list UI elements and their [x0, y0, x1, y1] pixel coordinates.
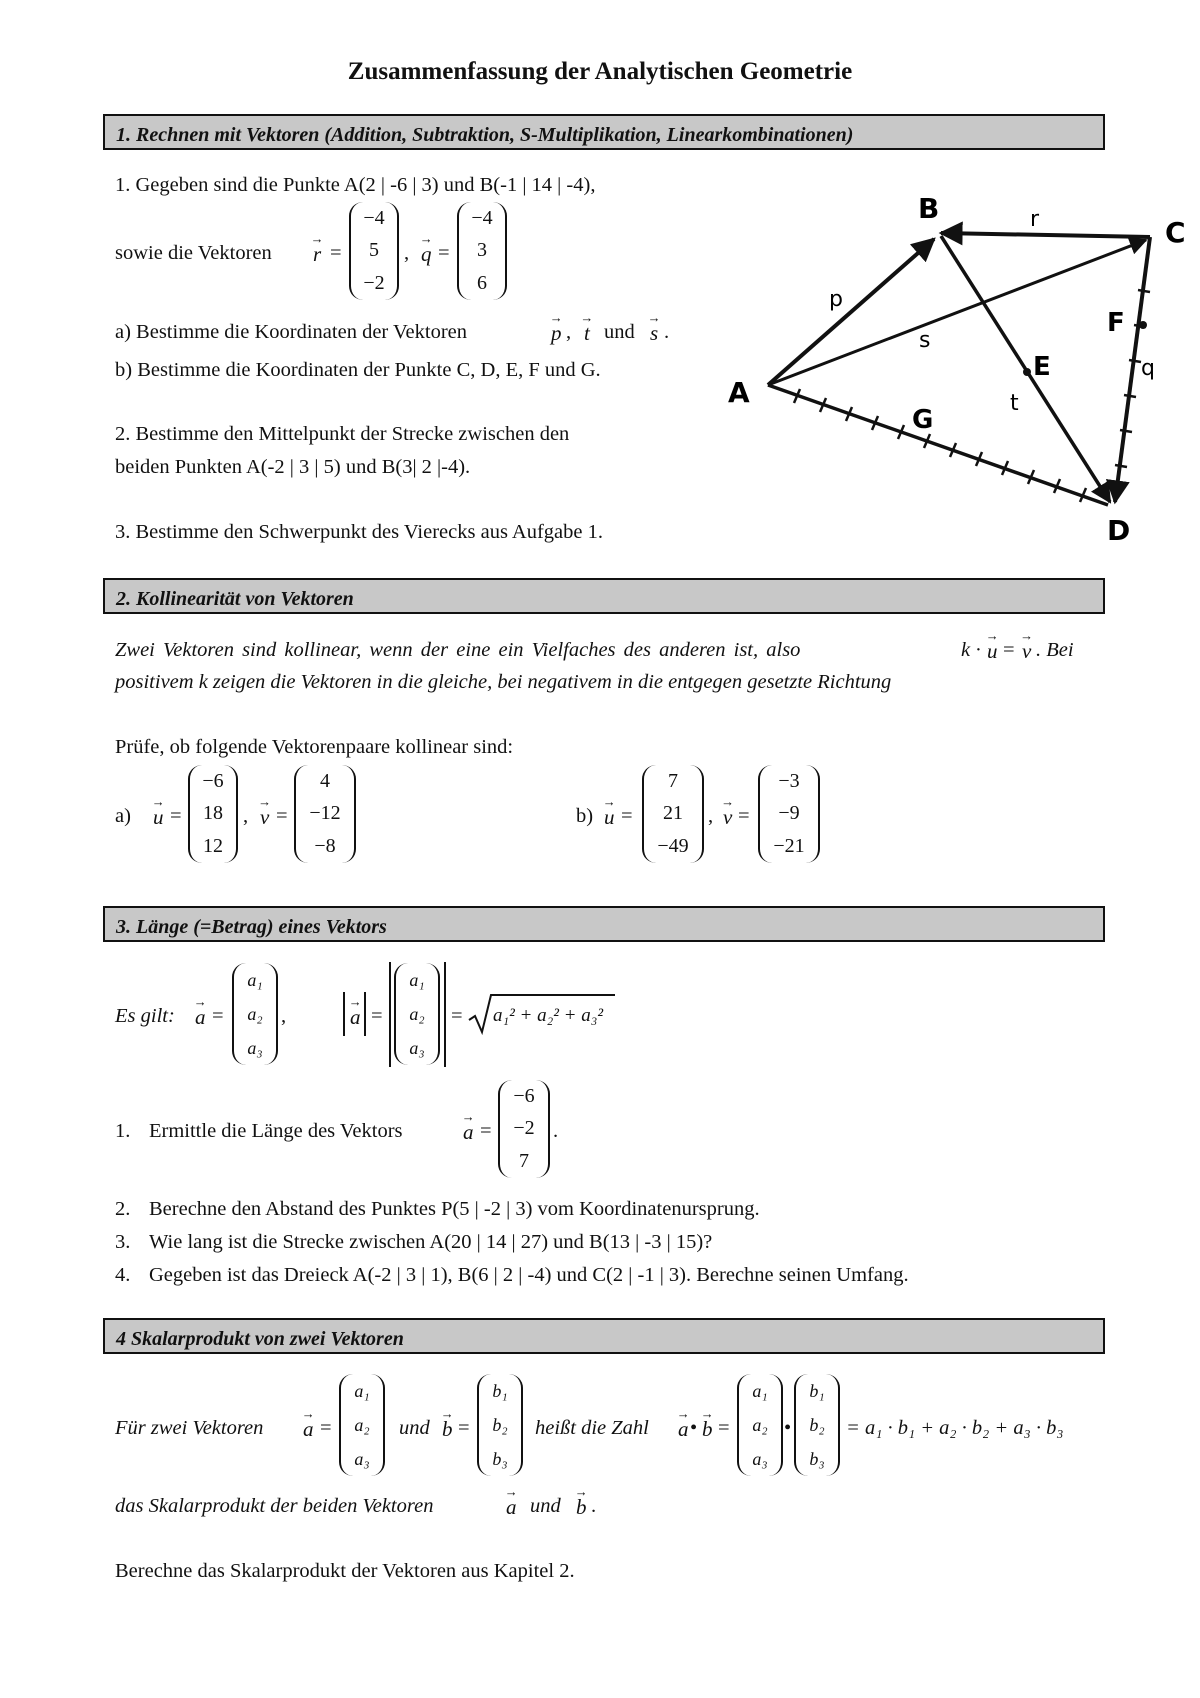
- label-a: a): [115, 805, 131, 827]
- task-a-text: a) Bestimme die Koordinaten der Vektoren: [115, 321, 468, 343]
- skalarprodukt-line: das Skalarprodukt der beiden Vektoren: [115, 1495, 434, 1517]
- fuer-zwei-vektoren: Für zwei Vektoren: [115, 1417, 264, 1439]
- vector-p-symbol: → p: [551, 321, 562, 346]
- comma: ,: [404, 242, 410, 264]
- equals: =: [458, 1417, 470, 1439]
- vector-u-a-matrix: [188, 765, 238, 863]
- matrix-cell: −6: [202, 769, 224, 792]
- def-k: k: [961, 639, 971, 661]
- matrix-cell: −49: [657, 835, 689, 858]
- task3-number: 3.: [115, 1231, 131, 1253]
- vector-r-x: −4: [363, 206, 385, 229]
- label-a: A: [728, 376, 750, 409]
- vector-v-symbol: → v: [723, 805, 732, 830]
- label-vector-t: t: [1010, 391, 1019, 416]
- vector-a-symbol: → a: [506, 1495, 517, 1520]
- label-vector-q: q: [1141, 356, 1155, 381]
- definition-line2: positivem k zeigen die Vektoren in die gleiche, bei negativem in die entgegen gesetzte Richtung: [115, 671, 892, 693]
- vector-r-z: −2: [363, 272, 385, 295]
- label-d: D: [1107, 514, 1131, 547]
- def-u: → u: [987, 639, 998, 664]
- point-f-dot: [1139, 321, 1147, 329]
- matrix-cell: a₃: [247, 1037, 263, 1058]
- equals: =: [276, 805, 288, 827]
- vector-q-y: 3: [477, 239, 487, 262]
- point-e-dot: [1023, 368, 1031, 376]
- label-vector-p: p: [829, 287, 843, 312]
- section-header-laenge: [103, 906, 1105, 942]
- matrix-cell: −8: [314, 835, 336, 858]
- matrix-cell: a₁: [354, 1380, 370, 1401]
- vector-q-matrix: [457, 202, 507, 300]
- vector-b-matrix: [477, 1374, 523, 1476]
- vector-q-symbol: → q: [421, 242, 432, 267]
- vector-a-matrix-2: [737, 1374, 783, 1476]
- task3-text: 3. Bestimme den Schwerpunkt des Vierecks aus Aufgabe 1.: [115, 521, 604, 543]
- vector-a-abs-matrix: [394, 963, 440, 1065]
- matrix-cell: b₂: [492, 1414, 508, 1435]
- vector-u-b-matrix: [642, 765, 704, 863]
- section-title: 3. Länge (=Betrag) eines Vektors: [116, 916, 387, 938]
- matrix-cell: 12: [203, 835, 223, 858]
- def-eq: =: [1003, 639, 1015, 661]
- label-g: G: [912, 405, 934, 435]
- period: .: [553, 1120, 559, 1142]
- comma: ,: [281, 1005, 287, 1027]
- vector-a-symbol: → a: [303, 1417, 314, 1442]
- def-v: → v: [1022, 639, 1031, 664]
- vector-q-z: 6: [477, 272, 487, 295]
- vector-a-general-matrix: [232, 963, 278, 1065]
- label-b: b): [576, 805, 594, 827]
- section-title: 2. Kollinearität von Vektoren: [116, 588, 354, 610]
- vector-a-task-matrix: [498, 1080, 550, 1178]
- matrix-cell: −12: [309, 802, 341, 825]
- label-vector-r: r: [1030, 207, 1040, 232]
- matrix-cell: −6: [513, 1084, 535, 1107]
- vector-a-symbol: → a: [463, 1120, 474, 1145]
- und-word: und: [530, 1495, 561, 1517]
- vector-r-matrix: [349, 202, 399, 300]
- vector-a-symbol: → a: [350, 1005, 361, 1030]
- def-dot: ·: [975, 639, 982, 661]
- vector-v-symbol: → v: [260, 805, 269, 830]
- task1-text: Ermittle die Länge des Vektors: [149, 1120, 403, 1142]
- matrix-cell: a₃: [409, 1037, 425, 1058]
- matrix-cell: a₁: [247, 969, 263, 990]
- dot-operator: •: [784, 1417, 792, 1439]
- abs-bar-left: [343, 992, 345, 1036]
- matrix-cell: 18: [203, 802, 223, 825]
- equals: =: [738, 805, 750, 827]
- matrix-cell: b₁: [809, 1380, 825, 1401]
- scalar-product-result: = a₁ · b₁ + a₂ · b₂ + a₃ · b₃: [846, 1417, 1064, 1439]
- vector-b-matrix-2: [794, 1374, 840, 1476]
- task1-text: 1. Gegeben sind die Punkte A(2 | -6 | 3) und B(-1 | 14 | -4),: [115, 174, 596, 196]
- vector-a-symbol: → a: [195, 1005, 206, 1030]
- comma: ,: [708, 805, 714, 827]
- label-f: F: [1107, 308, 1125, 338]
- abs-bar-left-outer: [389, 962, 391, 1067]
- vector-a-symbol: → a: [678, 1417, 689, 1442]
- task2-number: 2.: [115, 1198, 131, 1220]
- vector-a-matrix: [339, 1374, 385, 1476]
- vector-r-symbol: → r: [313, 242, 321, 267]
- matrix-cell: −2: [513, 1117, 535, 1140]
- equals: =: [330, 242, 342, 264]
- dot-operator: •: [690, 1417, 698, 1439]
- vector-r-y: 5: [369, 239, 379, 262]
- vectors-lead: sowie die Vektoren: [115, 242, 272, 264]
- task1-number: 1.: [115, 1120, 131, 1142]
- label-c: C: [1165, 216, 1186, 249]
- section-header-skalarprodukt: [103, 1318, 1105, 1354]
- task3-text: Wie lang ist die Strecke zwischen A(20 | 14 | 27) und B(13 | -3 | 15)?: [149, 1231, 713, 1253]
- matrix-cell: a₁: [752, 1380, 768, 1401]
- equals: =: [212, 1005, 224, 1027]
- task2-text: Berechne den Abstand des Punktes P(5 | -2 | 3) vom Koordinatenursprung.: [149, 1198, 760, 1220]
- matrix-cell: 7: [668, 769, 678, 792]
- scalar-task: Berechne das Skalarprodukt der Vektoren aus Kapitel 2.: [115, 1560, 575, 1582]
- section-title: 1. Rechnen mit Vektoren (Addition, Subtraktion, S-Multiplikation, Linearkombinationen): [116, 124, 854, 146]
- task4-number: 4.: [115, 1264, 131, 1286]
- vector-b-symbol: → b: [702, 1417, 713, 1442]
- label-b: B: [918, 192, 940, 225]
- es-gilt: Es gilt:: [115, 1005, 175, 1027]
- vector-r-arrow: [941, 233, 1150, 237]
- comma: ,: [566, 321, 572, 343]
- matrix-cell: a₂: [752, 1414, 768, 1435]
- vector-u-symbol: → u: [153, 805, 164, 830]
- page-title: Zusammenfassung der Analytischen Geometrie: [347, 58, 853, 85]
- vector-p-arrow: [768, 239, 934, 385]
- matrix-cell: b₃: [492, 1448, 508, 1469]
- label-vector-s: s: [919, 328, 931, 353]
- abs-bar-right: [364, 992, 366, 1036]
- period: .: [664, 321, 670, 343]
- vector-q-x: −4: [471, 206, 493, 229]
- vector-b-symbol: → b: [576, 1495, 587, 1520]
- matrix-cell: a₂: [409, 1003, 425, 1024]
- und-word: und: [604, 321, 635, 343]
- equals: =: [621, 805, 633, 827]
- matrix-cell: 21: [663, 802, 683, 825]
- matrix-cell: −9: [778, 802, 800, 825]
- period: .: [591, 1495, 597, 1517]
- matrix-cell: b₂: [809, 1414, 825, 1435]
- section-header-kollinearitaet: [103, 578, 1105, 614]
- matrix-cell: a₃: [354, 1448, 370, 1469]
- matrix-cell: 4: [320, 769, 330, 792]
- task2-line2: beiden Punkten A(-2 | 3 | 5) und B(3| 2 |-4).: [115, 456, 471, 478]
- matrix-cell: 7: [519, 1150, 529, 1173]
- equals: =: [451, 1005, 463, 1027]
- matrix-cell: a₁: [409, 969, 425, 990]
- matrix-cell: b₃: [809, 1448, 825, 1469]
- task2-line1: 2. Bestimme den Mittelpunkt der Strecke zwischen den: [115, 423, 570, 445]
- collinearity-prompt: Prüfe, ob folgende Vektorenpaare kollinear sind:: [115, 736, 514, 758]
- matrix-cell: a₃: [752, 1448, 768, 1469]
- abs-bar-right-outer: [444, 962, 446, 1067]
- matrix-cell: a₂: [247, 1003, 263, 1024]
- matrix-cell: −21: [773, 835, 805, 858]
- definition-line1: Zwei Vektoren sind kollinear, wenn der eine ein Vielfaches des anderen ist, also: [115, 639, 801, 661]
- equals: =: [718, 1417, 730, 1439]
- equals: =: [320, 1417, 332, 1439]
- vector-v-a-matrix: [294, 765, 356, 863]
- vector-t-symbol: → t: [584, 321, 590, 346]
- vector-b-symbol: → b: [442, 1417, 453, 1442]
- sqrt-expression: a₁² + a₂² + a₃²: [493, 1005, 604, 1026]
- matrix-cell: b₁: [492, 1380, 508, 1401]
- section-title: 4 Skalarprodukt von zwei Vektoren: [116, 1328, 404, 1350]
- def-bei: . Bei: [1036, 639, 1074, 661]
- vector-u-symbol: → u: [604, 805, 615, 830]
- equals: =: [480, 1120, 492, 1142]
- task4-text: Gegeben ist das Dreieck A(-2 | 3 | 1), B(6 | 2 | -4) und C(2 | -1 | 3). Berechne seinen Umfang.: [149, 1264, 909, 1286]
- task-b-text: b) Bestimme die Koordinaten der Punkte C, D, E, F und G.: [115, 359, 601, 381]
- equals: =: [371, 1005, 383, 1027]
- und-word: und: [399, 1417, 430, 1439]
- equals: =: [438, 242, 450, 264]
- vector-s-symbol: → s: [650, 321, 658, 346]
- equals: =: [170, 805, 182, 827]
- heisst-die-zahl: heißt die Zahl: [535, 1417, 649, 1439]
- section-header-vektoren: [103, 114, 1105, 150]
- comma: ,: [243, 805, 249, 827]
- vector-diagram: [720, 180, 1200, 550]
- matrix-cell: −3: [778, 769, 800, 792]
- vector-v-b-matrix: [758, 765, 820, 863]
- matrix-cell: a₂: [354, 1414, 370, 1435]
- label-e: E: [1033, 352, 1051, 382]
